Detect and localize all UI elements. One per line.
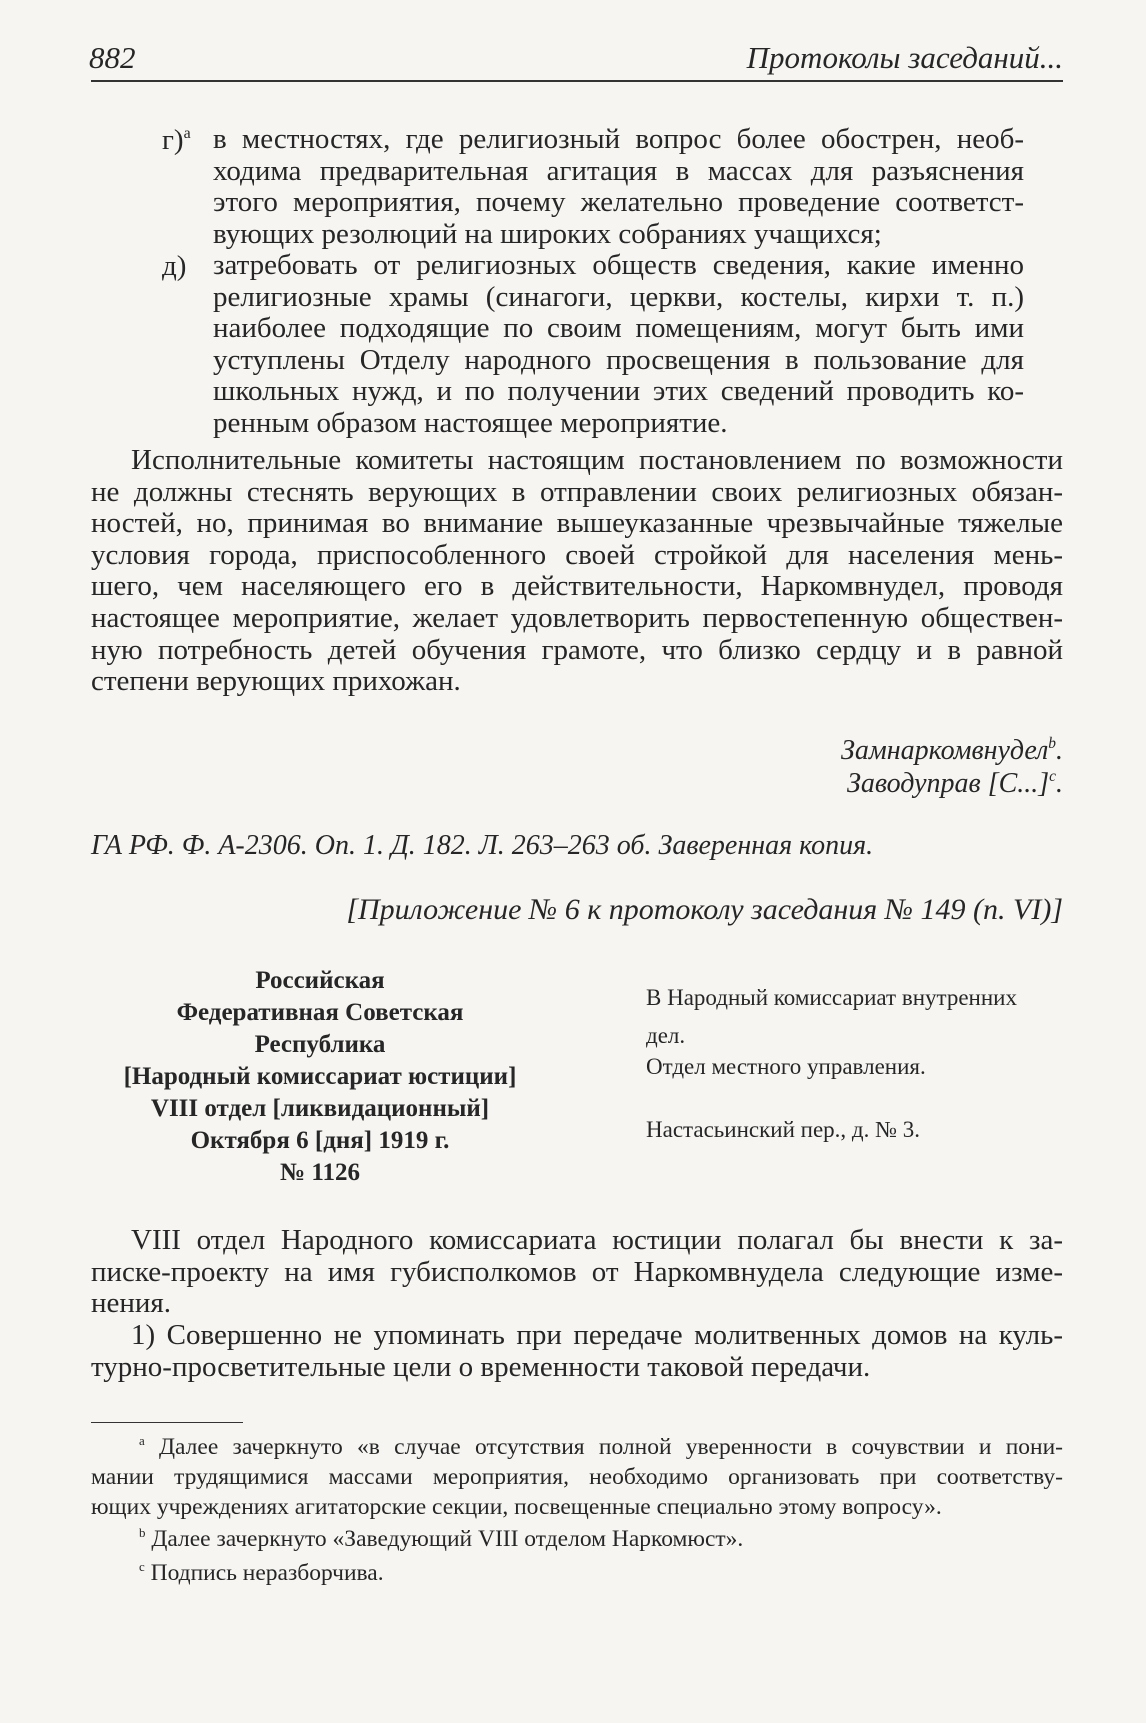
addressee-line: дел. [646,1023,686,1048]
text-line: религиозные храмы (синагоги, церкви, костелы, кирхи т. п.) [213,280,1024,313]
appendix-title: [Приложение № 6 к протоколу заседания № 149 (п. VI)] [346,893,1063,926]
addressee-line: Настасьинский пер., д. № 3. [646,1117,921,1142]
text-line: затребовать от религиозных обществ сведения, какие именно [213,249,1024,281]
paragraph-viii [91,1225,1063,1320]
text-line: Октября 6 [дня] 1919 г. [190,1127,450,1154]
text-line: [Народный комиссариат юстиции] [123,1063,517,1090]
signature-deputy-commissar: Замнаркомвнудел$^b$. [841,735,1063,766]
letterhead [120,965,520,1189]
text-line: этого мероприятия, почему желательно проведение соответст- [213,186,1024,219]
item-g-text [213,124,1024,250]
text-line: 1) Совершенно не упоминать при передаче молитвенных домов на куль- [131,1319,1063,1351]
text-line: школьных нужд, и по получении этих сведений проводить ко- [213,375,1024,408]
footnote-mark: c [139,1558,145,1574]
footnote-line [91,1558,1063,1588]
text-line: VIII отдел [ликвидационный] [150,1095,490,1122]
item-d-text [213,250,1024,440]
text-line: условия города, приспособленного своей стройкой для населения мень- [91,538,1063,571]
text-line: ную потребность детей обучения грамоте, что близко сердцу и в равной [91,633,1063,666]
main-paragraph [91,445,1063,698]
text-line: № 1126 [280,1159,360,1186]
text-line: Российская [255,967,385,994]
text-line: степени верующих прихожан. [91,665,461,698]
page-number: 882 [89,40,136,75]
footnote-text: Далее зачеркнуто «Заведующий VIII отделом Наркомюст». [151,1526,744,1552]
footnote-mark: a [139,1432,145,1448]
text-line: наиболее подходящие по своим помещениям, могут быть ими [213,312,1024,345]
footnote-line [91,1432,1063,1462]
running-title: Протоколы заседаний... [746,40,1063,75]
item-d-marker: д) [162,250,187,282]
addressee-line: В Народный комиссариат внутренних [646,985,1017,1010]
footnote-separator [91,1422,243,1423]
text-line: в местностях, где религиозный вопрос более обострен, необ- [213,123,1024,155]
paragraph-point-1 [91,1320,1063,1383]
header-rule [91,80,1063,82]
text-line: не должны стеснять верующих в отправлении своих религиозных обязан- [91,475,1063,508]
footnote-text: Далее зачеркнуто «в случае отсутствия полной уверенности в сочувствии и пони- [159,1434,1064,1460]
text-line: Исполнительные комитеты настоящим постановлением по возможности [131,444,1063,476]
footnote-line [91,1524,1063,1554]
text-line: ренным образом настоящее мероприятие. [213,406,728,439]
footnote-a [91,1432,1063,1522]
text-line: Республика [254,1031,386,1058]
text-line: вующих резолюций на широких собраниях учащихся; [213,217,882,250]
text-line: шего, чем населяющего его в действительности, Наркомвнудел, проводя [91,570,1063,603]
footnote-mark: b [139,1524,146,1540]
footnote-c [91,1558,1063,1588]
archive-reference: ГА РФ. Ф. А-2306. Оп. 1. Д. 182. Л. 263–263 об. Заверенная копия. [91,830,874,861]
text-line: ходима предварительная агитация в массах для разъяснения [213,154,1024,187]
item-g-marker: г)$^a$ [162,124,191,156]
signature-head-admin: Заводуправ $[С...]^c$. [847,768,1063,799]
footnote-line: мании трудящимися массами мероприятия, необходимо организовать при соответству- [91,1464,1063,1490]
footnote-text: Подпись неразборчива. [150,1560,384,1586]
text-line: VIII отдел Народного комиссариата юстиции полагал бы внести к за- [131,1224,1063,1256]
text-line: настоящее мероприятие, желает удовлетворить первостепенную обществен- [91,601,1063,634]
text-line: Федеративная Советская [176,999,464,1026]
text-line: турно-просветительные цели о временности таковой передачи. [91,1350,871,1383]
text-line: ностей, но, принимая во внимание вышеуказанные чрезвычайные тяжелые [91,507,1063,540]
text-line: нения. [91,1287,172,1320]
text-line: писке-проекту на имя губисполкомов от Наркомвнудела следующие изме- [91,1255,1063,1288]
addressee-line: Отдел местного управления. [646,1054,926,1079]
footnote-line: ющих учреждениях агитаторские секции, посвещенные специально этому вопросу». [91,1494,942,1520]
footnote-b [91,1524,1063,1554]
text-line: уступлены Отделу народного просвещения в пользование для [213,343,1024,376]
